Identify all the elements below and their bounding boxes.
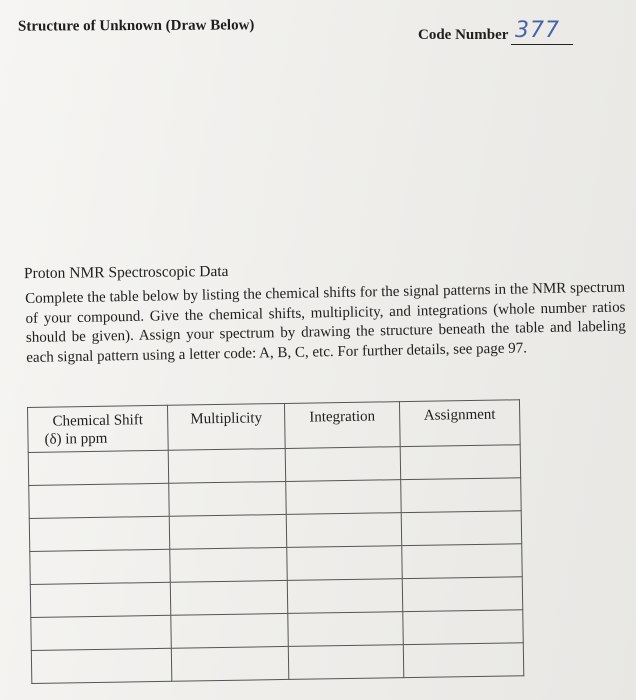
table-row bbox=[31, 643, 523, 684]
cell-multiplicity[interactable] bbox=[170, 580, 288, 615]
table-header-row bbox=[28, 400, 521, 453]
cell-integration[interactable] bbox=[286, 513, 402, 548]
cell-multiplicity[interactable] bbox=[168, 448, 286, 483]
cell-multiplicity[interactable] bbox=[169, 514, 287, 549]
cell-chemical-shift[interactable] bbox=[29, 483, 170, 518]
cell-assignment[interactable] bbox=[400, 445, 521, 480]
cell-multiplicity[interactable] bbox=[171, 646, 289, 681]
header-chemical-shift bbox=[28, 405, 169, 452]
cell-assignment[interactable] bbox=[401, 478, 522, 513]
structure-label: Structure of Unknown (Draw Below) bbox=[17, 17, 255, 35]
header-chemical-shift-unit: (δ) in ppm bbox=[44, 430, 108, 448]
cell-integration[interactable] bbox=[288, 612, 404, 647]
cell-integration[interactable] bbox=[287, 579, 403, 614]
header-multiplicity: Multiplicity bbox=[167, 403, 285, 450]
code-number-label: Code Number bbox=[418, 27, 509, 43]
cell-chemical-shift[interactable] bbox=[28, 450, 169, 485]
cell-chemical-shift[interactable] bbox=[29, 516, 170, 551]
cell-assignment[interactable] bbox=[402, 544, 523, 579]
header-assignment: Assignment bbox=[399, 400, 520, 447]
cell-multiplicity[interactable] bbox=[171, 613, 289, 648]
cell-multiplicity[interactable] bbox=[169, 481, 287, 516]
cell-assignment[interactable] bbox=[401, 511, 522, 546]
code-number-underline bbox=[511, 44, 573, 45]
cell-chemical-shift[interactable] bbox=[30, 549, 171, 584]
cell-assignment[interactable] bbox=[403, 610, 524, 645]
header-chemical-shift-label: Chemical Shift bbox=[52, 412, 144, 430]
cell-assignment[interactable] bbox=[403, 643, 524, 678]
cell-chemical-shift[interactable] bbox=[31, 648, 172, 683]
header-integration: Integration bbox=[284, 402, 400, 449]
cell-multiplicity[interactable] bbox=[170, 547, 288, 582]
instructions-paragraph: Complete the table below by listing the chemical shifts for the signal patterns in the NMR spectrum of your compound. Give the chemical shifts, multiplicity, and integrations (whole number ratios should be given). Assign your spectrum by drawing the structure beneath the table and labeling each signal pattern using a letter code: A, B, C, etc. For further details, see page 97. bbox=[25, 279, 626, 366]
cell-assignment[interactable] bbox=[402, 577, 523, 612]
nmr-data-table bbox=[27, 399, 523, 669]
cell-integration[interactable] bbox=[285, 447, 401, 482]
code-number-value[interactable]: 377 bbox=[515, 18, 560, 43]
cell-integration[interactable] bbox=[287, 546, 403, 581]
cell-chemical-shift[interactable] bbox=[30, 582, 171, 617]
section-heading: Proton NMR Spectroscopic Data bbox=[23, 262, 229, 283]
cell-integration[interactable] bbox=[288, 645, 404, 680]
cell-chemical-shift[interactable] bbox=[31, 615, 172, 650]
cell-integration[interactable] bbox=[286, 480, 402, 515]
